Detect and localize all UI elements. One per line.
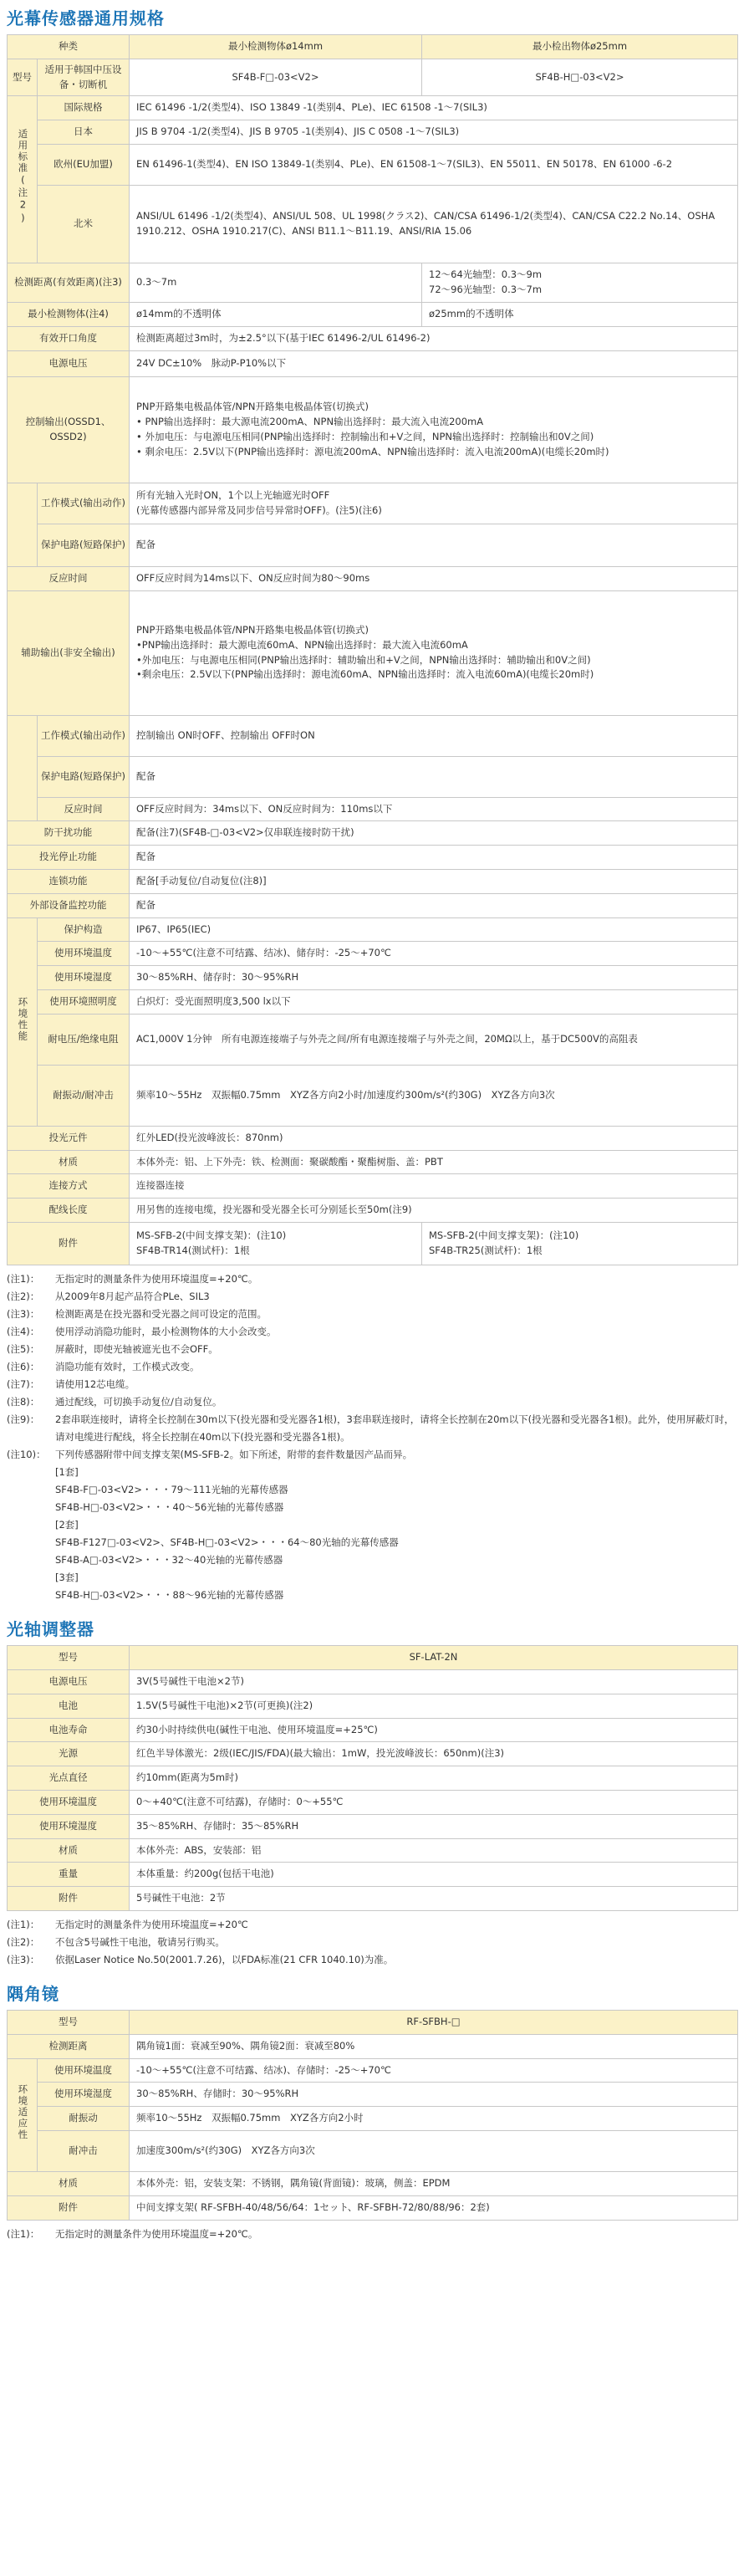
value-std-na: ANSI/UL 61496 -1/2(类型4)、ANSI/UL 508、UL 1998(クラス2)、CAN/CSA 61496-1/2(类型4)、CAN/CSA C22.2 No.14、OSHA 1910.212、OSHA 1910.217(C)、ANSI B11.1～B11.19、ANSI/RIA 15.06 <box>130 186 738 263</box>
label-accessory: 附件 <box>8 2195 130 2220</box>
value-sensing-distance: 隅角镜1面：衰减至90%、隅角镜2面：衰减至80% <box>130 2034 738 2058</box>
note-item: (注5)： 屏蔽时，即使光轴被遮光也不会OFF。 <box>7 1343 218 1356</box>
section-title-light-curtain: 光幕传感器通用规格 <box>7 8 165 28</box>
note-sub-line: SF4B-A□-03<V2>・・・32～40光轴的光幕传感器 <box>55 1554 283 1567</box>
note-item: (注10)： 下列传感器附带中间支撑支架(MS-SFB-2。如下所述，附带的套件数量因产品而异。 <box>7 1449 413 1461</box>
note-item: (注1)： 无指定时的测量条件为使用环境温度=+20℃ <box>7 1919 248 1930</box>
label-env-group: 环境适应性 <box>8 2058 38 2171</box>
ctrl-line: • 外加电压：与电源电压相同(PNP输出选择时：控制输出和+V之间，NPN输出选择时：控制输出和0V之间) <box>136 430 594 442</box>
label-range: 检测距离(有效距离)(注3) <box>8 263 130 303</box>
label-protection: 保护电路(短路保护) <box>38 524 130 566</box>
label-aux-output: 辅助输出(非安全输出) <box>8 590 130 715</box>
op-line-2: (光幕传感器内部异常及同步信号异常时OFF)。(注5)(注6) <box>136 503 382 516</box>
value-interlock: 配备[手动复位/自动复位(注8)] <box>130 869 738 893</box>
value-env-voltage: AC1,000V 1分钟 所有电源连接端子与外壳之间/所有电源连接端子与外壳之间，20MΩ以上，基于DC500V的高阻表 <box>130 1014 738 1065</box>
value-emitter: 红外LED(投光波峰波长：870nm) <box>130 1126 738 1150</box>
value-aux-protection: 配备 <box>130 756 738 797</box>
label-standards-group: 适用标准(注2) <box>8 96 38 263</box>
value-env-vibration: 频率10～55Hz 双振幅0.75mm XYZ各方向2小时/加速度约300m/s²(约30G) XYZ各方向3次 <box>130 1065 738 1126</box>
value-accessories-14mm <box>130 1223 422 1265</box>
value-env-illuminance: 白炽灯：受光面照明度3,500 lx以下 <box>130 990 738 1015</box>
label-power: 电源电压 <box>8 1669 130 1694</box>
model-14mm: SF4B-F□-03<V2> <box>130 59 422 96</box>
ctrl-line: • 剩余电压：2.5V以下(PNP输出选择时：源电流200mA、NPN输出选择时：流入电流200mA)(电缆长20m时) <box>136 445 609 457</box>
label-supply-voltage: 电源电压 <box>8 350 130 376</box>
value-light-source: 红色半导体激光：2级(IEC/JIS/FDA)(最大输出：1mW，投光波峰波长：650nm)(注3) <box>130 1742 738 1766</box>
value-connection: 连接器连接 <box>130 1174 738 1199</box>
label-env-vibration: 耐振动/耐冲击 <box>38 1065 130 1126</box>
label-env-vibration: 耐振动 <box>38 2107 130 2131</box>
value-op-mode <box>130 483 738 524</box>
section-title-alignment-tool: 光轴调整器 <box>7 1619 94 1640</box>
note-item: (注7)： 请使用12芯电缆。 <box>7 1378 135 1391</box>
value-material: 本体外壳：铝、上下外壳：铁、检测面：聚碳酸酯・聚酯树脂、盖：PBT <box>130 1150 738 1174</box>
label-spot-diameter: 光点直径 <box>8 1766 130 1791</box>
value-env-temp: -10～+55℃(注意不可结露、结冰)、储存时：-25～+70℃ <box>130 942 738 966</box>
label-model-sub: 适用于韩国中压设备・切断机 <box>38 59 130 96</box>
value-supply-voltage: 24V DC±10% 脉动P-P10%以下 <box>130 350 738 376</box>
label-sensing-distance: 检测距离 <box>8 2034 130 2058</box>
label-weight: 重量 <box>8 1863 130 1887</box>
spacer-ctrl <box>8 483 38 566</box>
header-model-value: RF-SFBH-□ <box>130 2011 738 2035</box>
spacer-aux <box>8 715 38 821</box>
label-battery-life: 电池寿命 <box>8 1718 130 1742</box>
aux-line: •剩余电压：2.5V以下(PNP输出选择时：源电流60mA、NPN输出选择时：流入电流60mA)(电缆长20m时) <box>136 668 594 681</box>
value-aux-output <box>130 590 738 715</box>
label-interference: 防干扰功能 <box>8 821 130 846</box>
notes-corner-mirror <box>7 2226 737 2243</box>
label-emission-halt: 投光停止功能 <box>8 846 130 870</box>
range-line-a: 12～64光轴型：0.3～9m <box>429 268 543 281</box>
acc-line: MS-SFB-2(中间支撑支架)：(注10) <box>429 1229 579 1242</box>
label-aux-op: 工作模式(输出动作) <box>38 715 130 756</box>
label-env-protection: 保护构造 <box>38 917 130 942</box>
value-wiring-length: 用另售的连接电缆，投光器和受光器全长可分别延长至50m(注9) <box>130 1199 738 1223</box>
value-env-temp: -10～+55℃(注意不可结露、结冰)、存储时：-25～+70℃ <box>130 2058 738 2083</box>
value-control-output <box>130 376 738 483</box>
value-env-protection: IP67、IP65(IEC) <box>130 917 738 942</box>
note-item: (注3)： 检测距离是在投光器和受光器之间可设定的范围。 <box>7 1308 267 1321</box>
label-env-voltage: 耐电压/绝缘电阻 <box>38 1014 130 1065</box>
label-material: 材质 <box>8 1150 130 1174</box>
header-col-25mm: 最小检出物体ø25mm <box>422 35 738 59</box>
label-env-humidity: 使用环境湿度 <box>38 2083 130 2107</box>
ctrl-line: • PNP输出选择时：最大源电流200mA、NPN输出选择时：最大流入电流200mA <box>136 415 484 427</box>
header-kind: 种类 <box>8 35 130 59</box>
label-env-group: 环境性能 <box>8 917 38 1126</box>
label-accessories: 附件 <box>8 1223 130 1265</box>
value-protection: 配备 <box>130 524 738 566</box>
note-sub-line: SF4B-F127□-03<V2>、SF4B-H□-03<V2>・・・64～80光轴的光幕传感器 <box>55 1536 399 1549</box>
note-sub-line: [3套] <box>55 1572 79 1584</box>
label-edm: 外部设备监控功能 <box>8 893 130 917</box>
value-material: 本体外壳：铝，安装支架：不锈钢，隅角镜(背面镜)：玻璃，侧盖：EPDM <box>130 2172 738 2196</box>
value-aperture: 检测距离超过3m时，为±2.5°以下(基于IEC 61496-2/UL 61496-2) <box>130 326 738 350</box>
value-spot-diameter: 约10mm(距离为5m时) <box>130 1766 738 1791</box>
ctrl-line: PNP开路集电极晶体管/NPN开路集电极晶体管(切换式) <box>136 401 369 413</box>
value-emission-halt: 配备 <box>130 846 738 870</box>
value-humidity: 35～85%RH、存储时：35～85%RH <box>130 1814 738 1838</box>
label-env-illuminance: 使用环境照明度 <box>38 990 130 1015</box>
label-connection: 连接方式 <box>8 1174 130 1199</box>
label-response: 反应时间 <box>8 566 130 590</box>
label-std-japan: 日本 <box>38 120 130 145</box>
value-env-shock: 加速度300m/s²(约30G) XYZ各方向3次 <box>130 2131 738 2172</box>
note-item: (注3)： 依据Laser Notice No.50(2001.7.26)，以FDA标准(21 CFR 1040.10)为准。 <box>7 1954 394 1965</box>
label-emitter: 投光元件 <box>8 1126 130 1150</box>
note-item: (注9)： 2套串联连接时，请将全长控制在30m以下(投光器和受光器各1根)，3套串联连接时，请将全长控制在20m以下(投光器和受光器各1根)。此外，使用屏蔽灯时，请对电缆进行配线，将全长控制在40m以下(投光器和受光器各1根)。 <box>7 1413 734 1444</box>
value-battery: 1.5V(5号碱性干电池)×2节(可更换)(注2) <box>130 1694 738 1718</box>
value-weight: 本体重量：约200g(包括干电池) <box>130 1863 738 1887</box>
label-std-international: 国际规格 <box>38 96 130 120</box>
value-edm: 配备 <box>130 893 738 917</box>
value-accessory: 5号碱性干电池：2节 <box>130 1887 738 1911</box>
value-material: 本体外壳：ABS，安装部：铝 <box>130 1838 738 1863</box>
header-col-14mm: 最小检测物体ø14mm <box>130 35 422 59</box>
aux-line: •外加电压：与电源电压相同(PNP输出选择时：辅助输出和+V之间，NPN输出选择时：辅助输出和0V之间) <box>136 653 591 666</box>
note-item: (注2)： 不包含5号碱性干电池，敬请另行购买。 <box>7 1936 225 1948</box>
op-line-1: 所有光轴入光时ON，1个以上光轴遮光时OFF <box>136 488 330 501</box>
note-item: (注8)： 通过配线，可切换手动复位/自动复位。 <box>7 1396 222 1408</box>
value-response: OFF反应时间为14ms以下、ON反应时间为80～90ms <box>130 566 738 590</box>
spec-table-alignment-tool <box>7 1645 738 1911</box>
label-model: 型号 <box>8 59 38 96</box>
label-env-shock: 耐冲击 <box>38 2131 130 2172</box>
label-wiring-length: 配线长度 <box>8 1199 130 1223</box>
label-min-object: 最小检测物体(注4) <box>8 303 130 327</box>
label-aux-protection: 保护电路(短路保护) <box>38 756 130 797</box>
value-accessory: 中间支撑支架( RF-SFBH-40/48/56/64：1セット、RF-SFBH-72/80/88/96：2套) <box>130 2195 738 2220</box>
value-std-international: IEC 61496 -1/2(类型4)、ISO 13849 -1(类别4、PLe)、IEC 61508 -1～7(SIL3) <box>130 96 738 120</box>
label-material: 材质 <box>8 1838 130 1863</box>
label-humidity: 使用环境湿度 <box>8 1814 130 1838</box>
acc-line: SF4B-TR25(测试杆)：1根 <box>429 1245 543 1257</box>
value-std-japan: JIS B 9704 -1/2(类型4)、JIS B 9705 -1(类别4)、JIS C 0508 -1～7(SIL3) <box>130 120 738 145</box>
label-interlock: 连锁功能 <box>8 869 130 893</box>
spec-table-light-curtain <box>7 34 738 1265</box>
notes-light-curtain <box>7 1270 737 1604</box>
note-item: (注6)： 消隐功能有效时，工作模式改变。 <box>7 1361 200 1373</box>
aux-line: •PNP输出选择时：最大源电流60mA、NPN输出选择时：最大流入电流60mA <box>136 638 468 651</box>
acc-line: SF4B-TR14(测试杆)：1根 <box>136 1245 250 1257</box>
label-aux-response: 反应时间 <box>38 797 130 821</box>
aux-line: PNP开路集电极晶体管/NPN开路集电极晶体管(切换式) <box>136 623 369 636</box>
section-title-corner-mirror: 隅角镜 <box>7 1984 59 2004</box>
label-temp: 使用环境温度 <box>8 1790 130 1814</box>
acc-line: MS-SFB-2(中间支撑支架)：(注10) <box>136 1229 287 1242</box>
value-temp: 0～+40℃(注意不可结露)，存储时：0～+55℃ <box>130 1790 738 1814</box>
value-power: 3V(5号碱性干电池×2节) <box>130 1669 738 1694</box>
label-env-temp: 使用环境温度 <box>38 942 130 966</box>
header-model-value: SF-LAT-2N <box>130 1646 738 1670</box>
note-item: (注1)： 无指定时的测量条件为使用环境温度=+20℃。 <box>7 2227 258 2240</box>
header-model: 型号 <box>8 2011 130 2035</box>
value-min-object-25mm: ø25mm的不透明体 <box>422 303 738 327</box>
label-accessory: 附件 <box>8 1887 130 1911</box>
label-aperture: 有效开口角度 <box>8 326 130 350</box>
note-sub-line: SF4B-F□-03<V2>・・・79～111光轴的光幕传感器 <box>55 1484 288 1496</box>
value-min-object-14mm: ø14mm的不透明体 <box>130 303 422 327</box>
value-range-25mm <box>422 263 738 303</box>
note-sub-line: SF4B-H□-03<V2>・・・40～56光轴的光幕传感器 <box>55 1501 284 1514</box>
value-battery-life: 约30小时持续供电(碱性干电池、使用环境温度=+25℃) <box>130 1718 738 1742</box>
value-aux-op: 控制输出 ON时OFF、控制输出 OFF时ON <box>130 715 738 756</box>
value-aux-response: OFF反应时间为：34ms以下、ON反应时间为：110ms以下 <box>130 797 738 821</box>
value-env-humidity: 30～85%RH、储存时：30～95%RH <box>130 966 738 990</box>
label-op-mode: 工作模式(输出动作) <box>38 483 130 524</box>
label-light-source: 光源 <box>8 1742 130 1766</box>
value-env-humidity: 30～85%RH、存储时：30～95%RH <box>130 2083 738 2107</box>
notes-alignment-tool <box>7 1916 737 1969</box>
model-25mm: SF4B-H□-03<V2> <box>422 59 738 96</box>
value-accessories-25mm <box>422 1223 738 1265</box>
spec-table-corner-mirror <box>7 2010 738 2221</box>
value-std-eu: EN 61496-1(类型4)、EN ISO 13849-1(类别4、PLe)、EN 61508-1～7(SIL3)、EN 55011、EN 50178、EN 61000 -6-2 <box>130 145 738 186</box>
note-item: (注1)： 无指定时的测量条件为使用环境温度=+20℃。 <box>7 1273 258 1285</box>
label-battery: 电池 <box>8 1694 130 1718</box>
value-interference: 配备(注7)(SF4B-□-03<V2>仅串联连接时防干扰) <box>130 821 738 846</box>
note-item: (注2)： 从2009年8月起产品符合PLe、SIL3 <box>7 1291 210 1303</box>
label-std-na: 北米 <box>38 186 130 263</box>
note-sub-line: SF4B-H□-03<V2>・・・88～96光轴的光幕传感器 <box>55 1589 284 1602</box>
label-material: 材质 <box>8 2172 130 2196</box>
note-sub-line: [2套] <box>55 1519 79 1531</box>
value-env-vibration: 频率10～55Hz 双振幅0.75mm XYZ各方向2小时 <box>130 2107 738 2131</box>
label-control-output: 控制输出(OSSD1、OSSD2) <box>8 376 130 483</box>
value-range-14mm: 0.3～7m <box>130 263 422 303</box>
note-item: (注4)： 使用浮动消隐功能时，最小检测物体的大小会改变。 <box>7 1326 277 1338</box>
header-model: 型号 <box>8 1646 130 1670</box>
range-line-b: 72～96光轴型：0.3～7m <box>429 284 543 296</box>
label-std-eu: 欧州(EU加盟) <box>38 145 130 186</box>
label-env-temp: 使用环境温度 <box>38 2058 130 2083</box>
note-sub-line: [1套] <box>55 1466 79 1479</box>
label-env-humidity: 使用环境湿度 <box>38 966 130 990</box>
